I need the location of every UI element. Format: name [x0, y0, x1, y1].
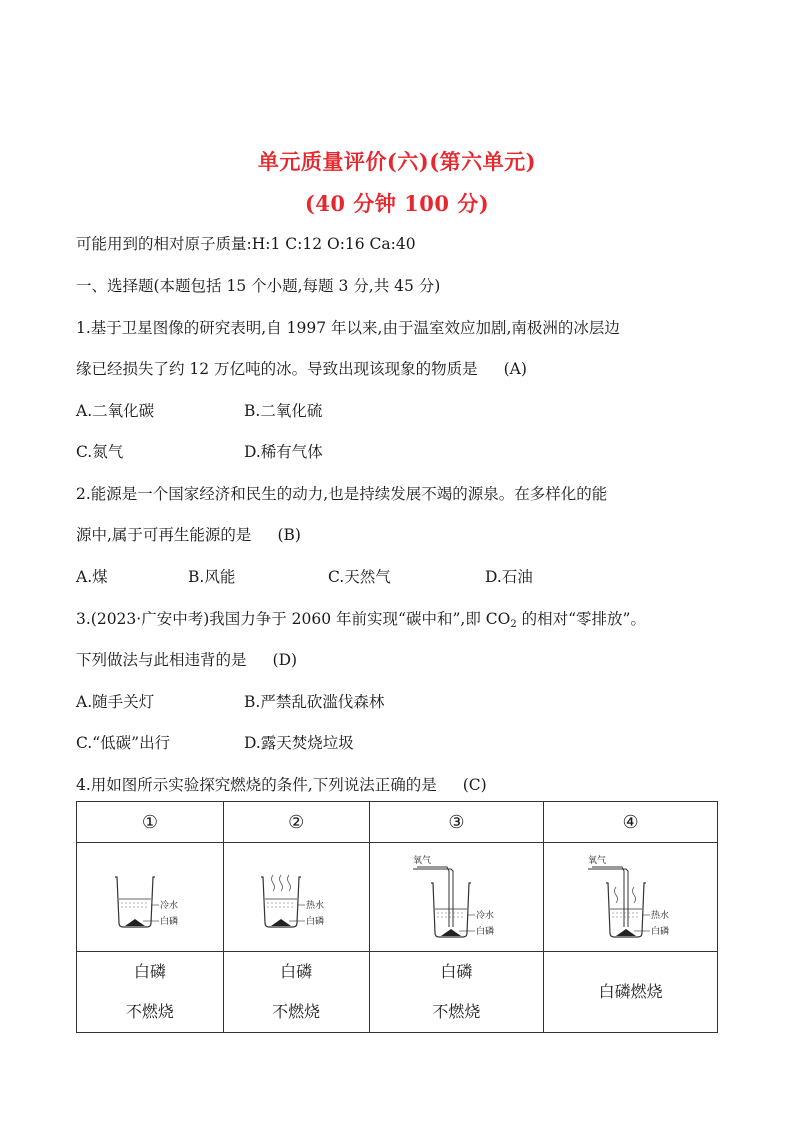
label-white-phosphorus: 白磷: [306, 917, 325, 927]
result-line: 不燃烧: [432, 1002, 481, 1021]
q2-answer: (B): [277, 526, 301, 544]
label-hot-water: 热水: [650, 911, 669, 921]
label-oxygen: 氧气: [587, 856, 606, 866]
table-image-cell: [223, 843, 369, 952]
q4-answer: (C): [462, 776, 487, 794]
result-line: 白磷: [440, 962, 473, 981]
q3-stem-text: 下列做法与此相违背的是: [76, 651, 247, 669]
page-subtitle: (40 分钟 100 分): [304, 191, 490, 216]
table-header-row: [77, 802, 718, 843]
q1-option-c: C.氮气: [76, 443, 124, 461]
table-image-cell: [77, 843, 224, 952]
table-header-cell: ④: [544, 802, 718, 843]
q2-option-c: C.天然气: [328, 568, 391, 586]
q3-option-c: C.“低碳”出行: [76, 734, 171, 752]
q2-stem-line2: [76, 523, 301, 545]
beaker-cold-water-diagram: [95, 857, 205, 937]
q4-stem-text: 4.用如图所示实验探究燃烧的条件,下列说法正确的是: [76, 776, 437, 794]
q3-option-d: D.露天焚烧垃圾: [244, 734, 354, 752]
label-oxygen: 氧气: [413, 856, 432, 866]
q2-option-a: A.煤: [76, 568, 108, 586]
table-image-row: [77, 843, 718, 952]
label-hot-water: 热水: [306, 901, 325, 911]
q3-option-b: B.严禁乱砍滥伐森林: [244, 693, 385, 711]
q1-option-a: A.二氧化碳: [76, 402, 155, 420]
q2-option-d: D.石油: [485, 568, 533, 586]
page-title: 单元质量评价(六)(第六单元): [257, 149, 537, 174]
table-image-cell: [544, 843, 718, 952]
q1-option-b: B.二氧化硫: [244, 402, 323, 420]
q3-stem-line2: [76, 648, 297, 670]
q1-option-d: D.稀有气体: [244, 443, 323, 461]
q3-stem-text-a: 3.(2023·广安中考)我国力争于 2060 年前实现“碳中和”,即 CO: [76, 610, 511, 628]
q3-option-a: A.随手关灯: [76, 693, 155, 711]
result-line: 白磷: [133, 962, 166, 981]
q3-stem-line1: [76, 607, 646, 630]
q3-answer: (D): [272, 651, 298, 669]
q2-stem-text: 源中,属于可再生能源的是: [76, 526, 252, 544]
label-cold-water: 冷水: [159, 901, 178, 911]
beaker-oxygen-cold-water-diagram: [391, 851, 521, 943]
result-line: 不燃烧: [125, 1002, 174, 1021]
section-heading: 一、选择题(本题包括 15 个小题,每题 3 分,共 45 分): [76, 277, 441, 295]
q2-option-b: B.风能: [188, 568, 236, 586]
result-line: 白磷: [280, 962, 313, 981]
label-cold-water: 冷水: [476, 911, 495, 921]
label-white-phosphorus: 白磷: [159, 917, 178, 927]
q2-stem-line1: 2.能源是一个国家经济和民生的动力,也是持续发展不竭的源泉。在多样化的能: [76, 485, 608, 503]
table-header-cell: ③: [369, 802, 544, 843]
table-result-cell: [77, 952, 224, 1033]
q4-stem: [76, 773, 487, 795]
table-result-cell: [369, 952, 544, 1033]
q1-answer: (A): [503, 360, 527, 378]
table-image-cell: [369, 843, 544, 952]
q3-stem-text-b: 的相对“零排放”。: [516, 610, 646, 628]
atomic-mass-note: 可能用到的相对原子质量:H:1 C:12 O:16 Ca:40: [76, 235, 416, 253]
table-result-cell: [223, 952, 369, 1033]
beaker-hot-water-diagram: [241, 857, 351, 937]
experiment-table: [76, 801, 718, 1033]
q1-stem-line2: [76, 357, 527, 379]
label-white-phosphorus: 白磷: [650, 927, 669, 937]
label-white-phosphorus: 白磷: [476, 927, 495, 937]
beaker-oxygen-hot-water-diagram: [566, 851, 696, 943]
table-result-cell: [544, 952, 718, 1033]
table-header-cell: ②: [223, 802, 369, 843]
table-header-cell: ①: [77, 802, 224, 843]
result-line: 不燃烧: [272, 1002, 321, 1021]
result-line: 白磷燃烧: [598, 982, 663, 1001]
q1-stem-line1: 1.基于卫星图像的研究表明,自 1997 年以来,由于温室效应加剧,南极洲的冰层边: [76, 319, 620, 337]
table-result-row: [77, 952, 718, 1033]
q3-co2-subscript: 2: [510, 619, 517, 630]
q1-stem-text: 缘已经损失了约 12 万亿吨的冰。导致出现该现象的物质是: [76, 360, 478, 378]
